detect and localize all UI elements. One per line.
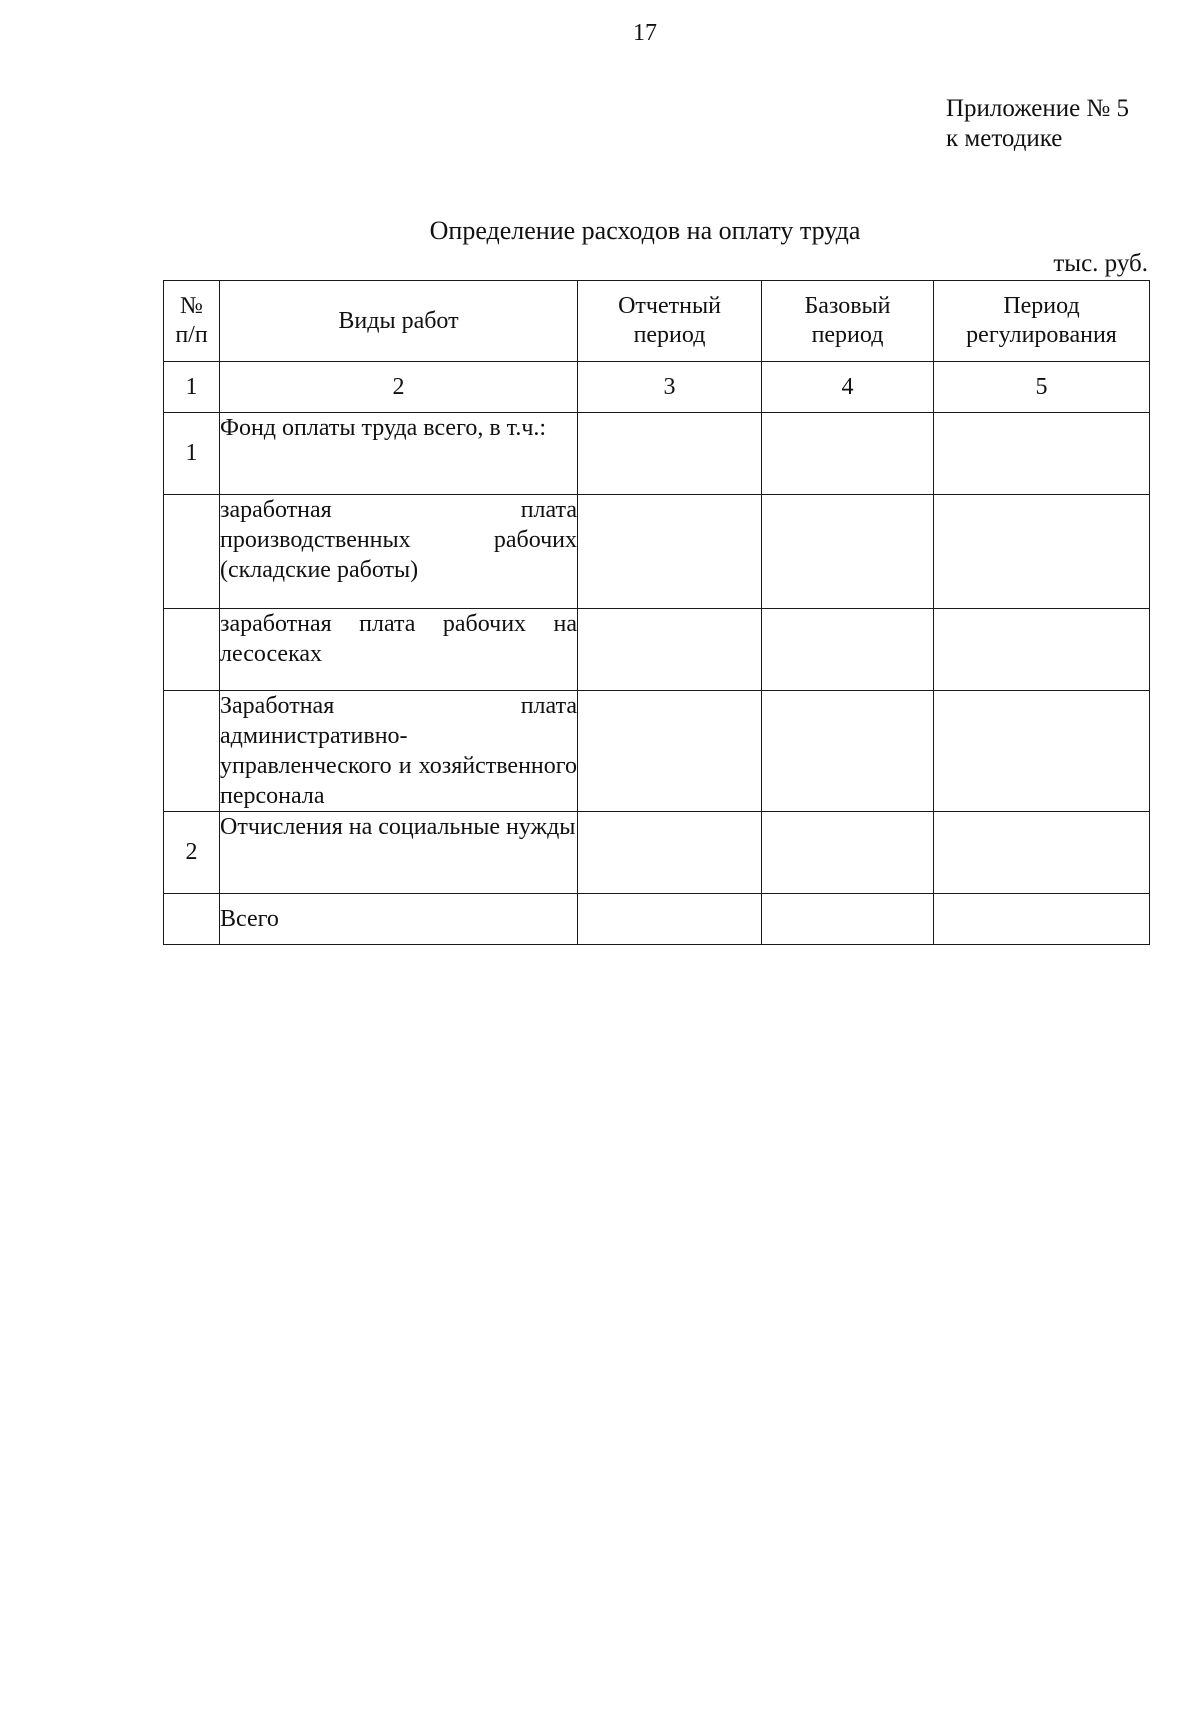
row-work-type: Всего	[220, 894, 578, 945]
header-regulation-period	[934, 281, 1150, 362]
header-num-line-1: №	[180, 293, 203, 319]
document-title: Определение расходов на оплату труда	[429, 216, 861, 245]
row-reporting-value	[578, 495, 762, 609]
row-work-type: заработная плата рабочих на лесосеках	[220, 609, 578, 691]
column-number: 1	[164, 362, 220, 413]
header-work-type: Виды работ	[220, 281, 578, 362]
row-work-type: Фонд оплаты труда всего, в т.ч.:	[220, 413, 578, 495]
table-row	[164, 691, 1150, 812]
header-regulation-line-1: Период	[1003, 293, 1080, 319]
row-regulation-value	[934, 691, 1150, 812]
row-work-type: Отчисления на социальные нужды	[220, 812, 578, 894]
column-number-row	[164, 362, 1150, 413]
row-reporting-value	[578, 812, 762, 894]
row-regulation-value	[934, 495, 1150, 609]
header-reporting-period	[578, 281, 762, 362]
row-number: 1	[164, 413, 220, 495]
page-number: 17	[633, 20, 657, 46]
column-number: 4	[762, 362, 934, 413]
table-row	[164, 495, 1150, 609]
header-reporting-line-1: Отчетный	[618, 293, 721, 319]
column-number: 2	[220, 362, 578, 413]
table-row	[164, 609, 1150, 691]
header-num	[164, 281, 220, 362]
row-work-type: Заработная плата административно-управленческого и хозяйственного персонала	[220, 691, 578, 812]
table-row	[164, 413, 1150, 495]
row-base-value	[762, 894, 934, 945]
row-reporting-value	[578, 413, 762, 495]
header-base-period	[762, 281, 934, 362]
appendix-line-2: к методике	[946, 125, 1063, 152]
row-reporting-value	[578, 609, 762, 691]
row-base-value	[762, 495, 934, 609]
table-row	[164, 812, 1150, 894]
row-number	[164, 609, 220, 691]
row-base-value	[762, 413, 934, 495]
table-header-row	[164, 281, 1150, 362]
row-base-value	[762, 609, 934, 691]
row-number: 2	[164, 812, 220, 894]
row-regulation-value	[934, 413, 1150, 495]
row-regulation-value	[934, 609, 1150, 691]
header-regulation-line-2: регулирования	[966, 322, 1117, 348]
row-number	[164, 691, 220, 812]
header-base-line-1: Базовый	[804, 293, 891, 319]
row-number	[164, 495, 220, 609]
column-number: 5	[934, 362, 1150, 413]
row-work-type: заработная плата производственных рабочих (складские работы)	[220, 495, 578, 609]
row-regulation-value	[934, 812, 1150, 894]
header-base-line-2: период	[811, 322, 884, 348]
appendix-reference	[946, 94, 1129, 154]
column-number: 3	[578, 362, 762, 413]
appendix-line-1: Приложение № 5	[946, 95, 1130, 122]
labor-costs-table	[163, 280, 1150, 945]
row-base-value	[762, 691, 934, 812]
row-reporting-value	[578, 691, 762, 812]
row-base-value	[762, 812, 934, 894]
table-row-total	[164, 894, 1150, 945]
header-reporting-line-2: период	[633, 322, 706, 348]
row-reporting-value	[578, 894, 762, 945]
row-regulation-value	[934, 894, 1150, 945]
row-number	[164, 894, 220, 945]
header-num-line-2: п/п	[175, 322, 208, 348]
unit-label: тыс. руб.	[1053, 250, 1148, 277]
